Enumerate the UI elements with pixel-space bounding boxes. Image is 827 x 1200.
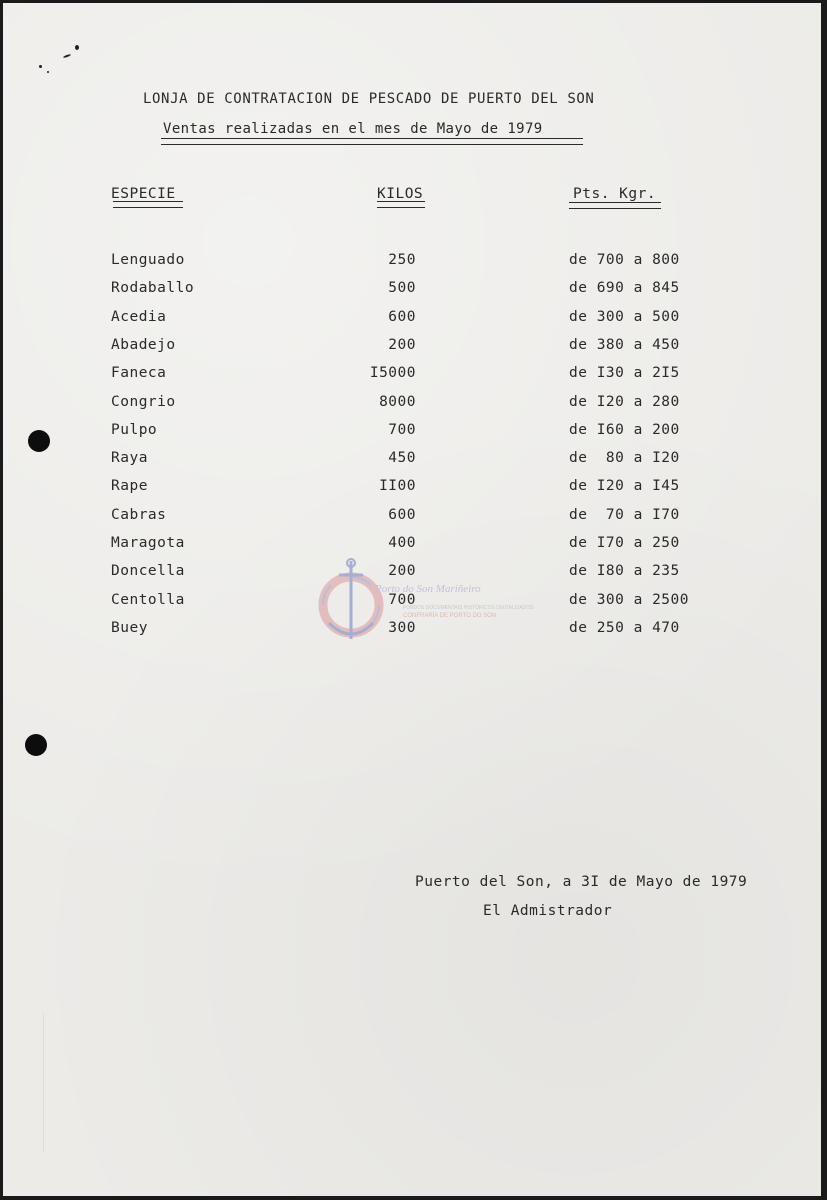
row-kilos: 600 — [388, 309, 416, 325]
row-especie: Congrio — [111, 394, 176, 410]
row-precio: de I20 a 280 — [569, 394, 680, 410]
row-kilos: 200 — [388, 563, 416, 579]
footer-place-date: Puerto del Son, a 3I de Mayo de 1979 — [415, 874, 748, 890]
row-especie: Raya — [111, 450, 148, 466]
subtitle-underline — [161, 138, 583, 145]
row-especie: Lenguado — [111, 252, 185, 268]
row-kilos: 500 — [388, 280, 416, 296]
watermark-title: Porto do Son Mariñeiro — [375, 583, 481, 595]
column-header-especie: ESPECIE — [111, 186, 176, 202]
ink-speck — [47, 71, 49, 73]
row-kilos: 300 — [388, 620, 416, 636]
ink-speck — [63, 54, 71, 59]
row-precio: de I70 a 250 — [569, 535, 680, 551]
document-page — [3, 3, 821, 1196]
row-especie: Abadejo — [111, 337, 176, 353]
row-precio: de I60 a 200 — [569, 422, 680, 438]
row-kilos: I5000 — [369, 365, 416, 381]
document-subtitle: Ventas realizadas en el mes de Mayo de 1979 — [163, 121, 543, 137]
row-kilos: 700 — [388, 592, 416, 608]
punch-hole-bottom — [25, 734, 47, 756]
row-kilos: 250 — [388, 252, 416, 268]
row-especie: Pulpo — [111, 422, 158, 438]
row-kilos: 600 — [388, 507, 416, 523]
row-precio: de 380 a 450 — [569, 337, 680, 353]
header-underline-especie — [113, 201, 183, 208]
row-precio: de 250 a 470 — [569, 620, 680, 636]
watermark-line2: CONFRARÍA DE PORTO DO SON — [403, 613, 497, 619]
row-especie: Faneca — [111, 365, 167, 381]
column-header-kilos: KILOS — [377, 186, 424, 202]
anchor-lifebuoy-icon — [315, 553, 395, 653]
row-precio: de 300 a 500 — [569, 309, 680, 325]
watermark-line1: FONDOS DOCUMENTAIS HISTÓRICOS DIXITALIZADOS — [403, 605, 534, 611]
ink-speck — [39, 65, 42, 68]
row-precio: de I80 a 235 — [569, 563, 680, 579]
header-underline-precio — [569, 202, 661, 209]
row-especie: Cabras — [111, 507, 167, 523]
row-precio: de 70 a I70 — [569, 507, 680, 523]
row-precio: de 300 a 2500 — [569, 592, 689, 608]
row-kilos: 450 — [388, 450, 416, 466]
row-especie: Rape — [111, 478, 148, 494]
row-especie: Centolla — [111, 592, 185, 608]
column-header-precio: Pts. Kgr. — [573, 186, 657, 202]
footer-signer: El Admistrador — [483, 903, 613, 919]
row-precio: de 690 a 845 — [569, 280, 680, 296]
row-precio: de I20 a I45 — [569, 478, 680, 494]
row-kilos: 200 — [388, 337, 416, 353]
paper-fold-mark — [3, 1013, 44, 1153]
row-kilos: 400 — [388, 535, 416, 551]
row-precio: de 80 a I20 — [569, 450, 680, 466]
row-especie: Buey — [111, 620, 148, 636]
row-especie: Doncella — [111, 563, 185, 579]
ink-speck — [75, 45, 79, 50]
row-especie: Maragota — [111, 535, 185, 551]
header-underline-kilos — [377, 201, 425, 208]
row-kilos: 8000 — [379, 394, 416, 410]
row-kilos: II00 — [379, 478, 416, 494]
row-especie: Acedia — [111, 309, 167, 325]
archive-watermark — [315, 553, 534, 653]
document-title: LONJA DE CONTRATACION DE PESCADO DE PUERTO DEL SON — [143, 91, 595, 107]
row-precio: de I30 a 2I5 — [569, 365, 680, 381]
row-precio: de 700 a 800 — [569, 252, 680, 268]
punch-hole-top — [28, 430, 50, 452]
row-especie: Rodaballo — [111, 280, 195, 296]
row-kilos: 700 — [388, 422, 416, 438]
